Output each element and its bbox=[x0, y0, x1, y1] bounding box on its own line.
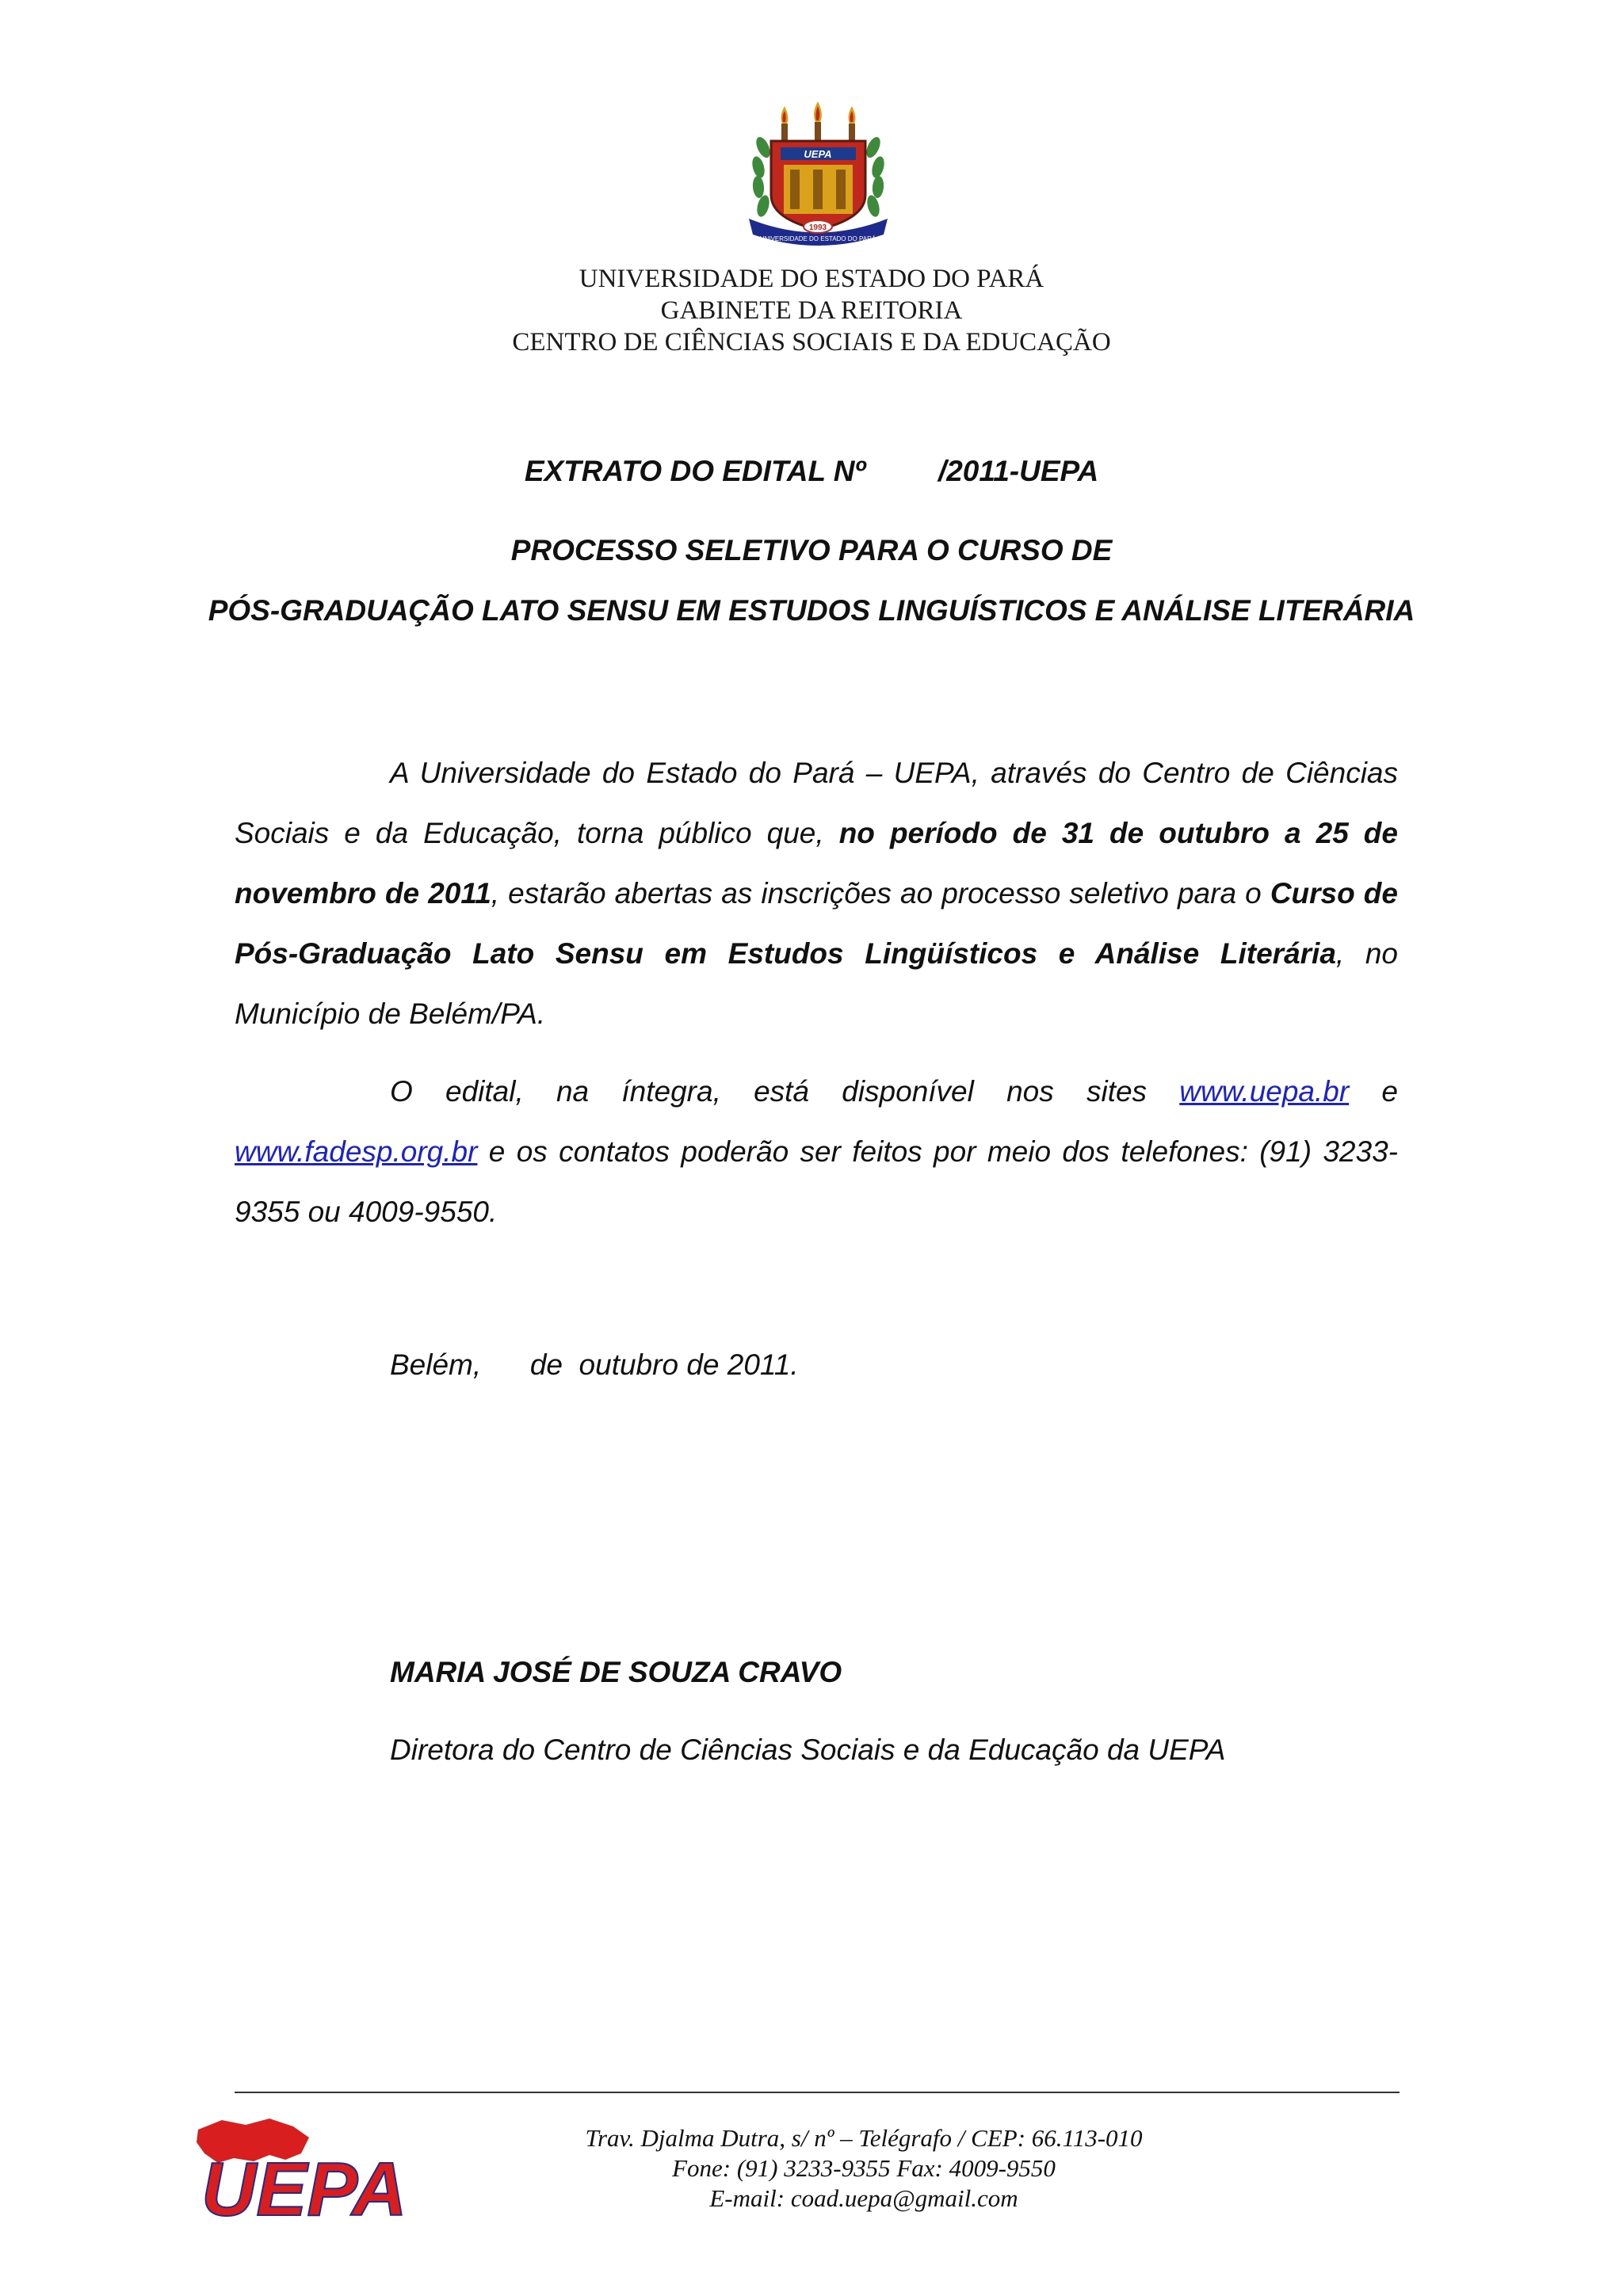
uepa-site-link[interactable]: www.uepa.br bbox=[1179, 1075, 1350, 1108]
svg-text:1993: 1993 bbox=[808, 223, 827, 232]
footer-email: E-mail: coad.uepa@gmail.com bbox=[709, 2184, 1018, 2212]
svg-text:UNIVERSIDADE DO ESTADO DO PARÁ: UNIVERSIDADE DO ESTADO DO PARÁ bbox=[759, 235, 876, 242]
fadesp-site-link[interactable]: www.fadesp.org.br bbox=[235, 1135, 478, 1168]
process-title-line1: PROCESSO SELETIVO PARA O CURSO DE bbox=[510, 534, 1113, 566]
p1-text-a: A Universidade do Estado do Pará – UEPA, através do Centro de Ciências Sociais e da Educação, torna público que, bbox=[235, 757, 1398, 849]
center-name: CENTRO DE CIÊNCIAS SOCIAIS E DA EDUCAÇÃO bbox=[512, 328, 1111, 357]
edital-title bbox=[0, 453, 1623, 490]
uepa-crest-icon bbox=[741, 100, 896, 249]
footer-address: Trav. Djalma Dutra, s/ nº – Telégrafo / CEP: 66.113-010 bbox=[585, 2124, 1143, 2152]
uepa-logo-icon bbox=[190, 2114, 444, 2225]
registration-period: no período de 31 de outubro a 25 de novembro de 2011 bbox=[235, 817, 1398, 910]
availability-paragraph bbox=[235, 1062, 1398, 1242]
svg-text:UEPA: UEPA bbox=[804, 148, 832, 160]
p2-text-b: e bbox=[1349, 1075, 1398, 1108]
announcement-paragraph bbox=[235, 743, 1398, 1044]
signer-name: MARIA JOSÉ DE SOUZA CRAVO bbox=[390, 1656, 842, 1688]
edital-title-suffix: /2011-UEPA bbox=[938, 455, 1099, 487]
svg-text:UEPA: UEPA bbox=[201, 2147, 407, 2225]
office-name: GABINETE DA REITORIA bbox=[660, 296, 963, 325]
process-title-line2: PÓS-GRADUAÇÃO LATO SENSU EM ESTUDOS LINGUÍSTICOS E ANÁLISE LITERÁRIA bbox=[208, 594, 1415, 627]
footer-divider bbox=[235, 2092, 1400, 2093]
p2-text-c: e os contatos poderão ser feitos por meio dos telefones: (91) 3233-9355 ou 4009-9550. bbox=[235, 1135, 1398, 1228]
signer-role: Diretora do Centro de Ciências Sociais e da Educação da UEPA bbox=[390, 1733, 1226, 1766]
footer-phone-fax: Fone: (91) 3233-9355 Fax: 4009-9550 bbox=[672, 2154, 1056, 2182]
place-and-date: Belém, de outubro de 2011. bbox=[390, 1348, 799, 1381]
p1-text-b: , estarão abertas as inscrições ao processo seletivo para o bbox=[491, 877, 1270, 910]
edital-title-prefix: EXTRATO DO EDITAL Nº bbox=[524, 455, 865, 487]
p2-text-a: O edital, na íntegra, está disponível nos sites bbox=[390, 1075, 1180, 1108]
course-name: Curso de Pós-Graduação Lato Sensu em Estudos Lingüísticos e Análise Literária bbox=[235, 877, 1398, 970]
p1-text-c: , no Município de Belém/PA. bbox=[235, 937, 1398, 1030]
institution-name: UNIVERSIDADE DO ESTADO DO PARÁ bbox=[579, 265, 1044, 293]
